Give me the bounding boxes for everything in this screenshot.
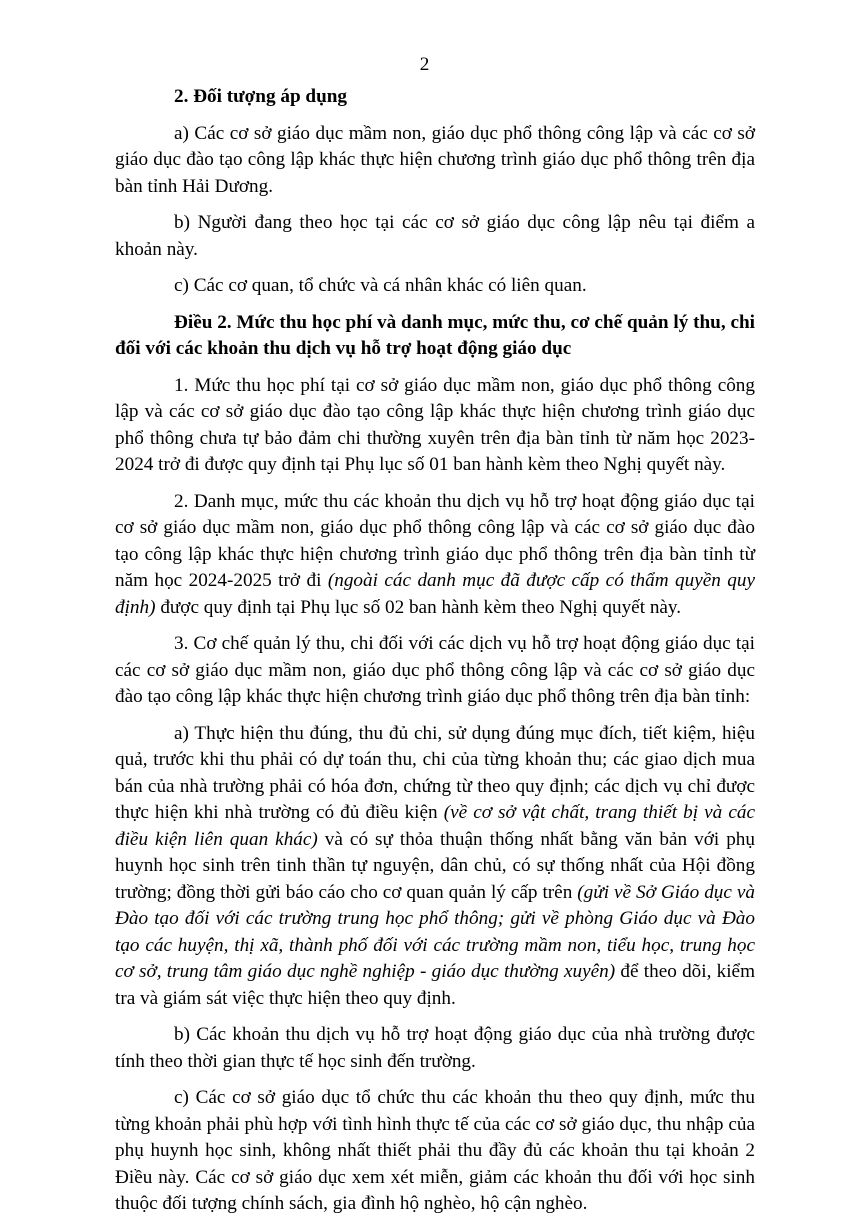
text-run: c) Các cơ quan, tổ chức và cá nhân khác có liên quan.: [174, 275, 587, 296]
text-run: b) Các khoản thu dịch vụ hỗ trợ hoạt động giáo dục của nhà trường được tính theo thời gian thực tế học sinh đến trường.: [115, 1024, 755, 1072]
text-run: a) Thực hiện thu đúng, thu đủ chi, sử dụng đúng mục đích, tiết kiệm, hiệu quả, trước khi thu phải có dự toán thu, chi của từng khoản thu; các giao dịch mua bán của nhà trường phải có hóa đơn, chứng từ theo quy định; các dịch vụ chỉ được thực hiện khi nhà trường có đủ điều kiện: [115, 722, 755, 823]
italic-text: (gửi về Sở Giáo dục và Đào tạo đối với các trường trung học phổ thông; gửi về phòng Giáo dục và Đào tạo các huyện, thị xã, thành phố đối với các trường mầm non, tiểu học, trung học cơ sở, trung tâm giáo dục nghề nghiệp - giáo dục thường xuyên): [115, 881, 756, 982]
page-number: 2: [419, 54, 430, 75]
text-run: để theo dõi, kiểm tra và giám sát việc thực hiện theo quy định.: [115, 961, 755, 1009]
text-run: được quy định tại Phụ lục số 02 ban hành kèm theo Nghị quyết này.: [155, 596, 682, 618]
text-run: và có sự thỏa thuận thống nhất bằng văn bản với phụ huynh học sinh trên tinh thần tự nguyện, dân chủ, có sự thống nhất của Hội đồng trường; đồng thời gửi báo cáo cho cơ quan quản lý cấp trên: [115, 828, 755, 903]
paragraph: [115, 273, 755, 300]
paragraph: [115, 631, 755, 711]
text-run: 2. Danh mục, mức thu các khoản thu dịch vụ hỗ trợ hoạt động giáo dục tại cơ sở giáo dục mầm non, giáo dục phổ thông công lập và các cơ sở giáo dục đào tạo công lập khác thực hiện chương trình giáo dục phổ thông trên địa bàn tỉnh từ năm học 2024-2025 trở đi: [115, 490, 755, 591]
section-heading: Điều 2. Mức thu học phí và danh mục, mức thu, cơ chế quản lý thu, chi đối với các khoản thu dịch vụ hỗ trợ hoạt động giáo dục: [115, 311, 755, 359]
document-body: [115, 84, 755, 1218]
paragraph: [115, 373, 755, 479]
paragraph: [115, 210, 755, 263]
text-run: 3. Cơ chế quản lý thu, chi đối với các dịch vụ hỗ trợ hoạt động giáo dục tại các cơ sở giáo dục mầm non, giáo dục phổ thông công lập và các cơ sở giáo dục đào tạo công lập khác thực hiện chương trình giáo dục phổ thông trên địa bàn tỉnh:: [115, 633, 755, 707]
text-run: a) Các cơ sở giáo dục mầm non, giáo dục phổ thông công lập và các cơ sở giáo dục đào tạo công lập khác thực hiện chương trình giáo dục phổ thông trên địa bàn tỉnh Hải Dương.: [115, 122, 755, 197]
text-run: b) Người đang theo học tại các cơ sở giáo dục công lập nêu tại điểm a khoản này.: [115, 212, 755, 260]
section-heading: 2. Đối tượng áp dụng: [174, 86, 348, 107]
paragraph: [115, 721, 755, 1013]
italic-text: (về cơ sở vật chất, trang thiết bị và các điều kiện liên quan khác): [115, 802, 755, 850]
paragraph: [115, 1022, 755, 1075]
paragraph: [115, 489, 755, 622]
text-run: 1. Mức thu học phí tại cơ sở giáo dục mầm non, giáo dục phổ thông công lập và các cơ sở giáo dục đào tạo công lập khác thực hiện chương trình giáo dục phổ thông chưa tự bảo đảm chi thường xuyên trên địa bàn tỉnh từ năm học 2023-2024 trở đi được quy định tại Phụ lục số 01 ban hành kèm theo Nghị quyết này.: [115, 374, 755, 475]
text-run: c) Các cơ sở giáo dục tổ chức thu các khoản thu theo quy định, mức thu từng khoản phải phù hợp với tình hình thực tế của các cơ sở giáo dục, thu nhập của phụ huynh học sinh, không nhất thiết phải thu đầy đủ các khoản thu tại khoản 2 Điều này. Các cơ sở giáo dục xem xét miễn, giảm các khoản thu đối với học sinh thuộc đối tượng chính sách, gia đình hộ nghèo, hộ cận nghèo.: [115, 1087, 755, 1214]
paragraph: [115, 1085, 755, 1218]
paragraph: [115, 121, 755, 201]
italic-text: (ngoài các danh mục đã được cấp có thẩm quyền quy định): [115, 570, 755, 618]
